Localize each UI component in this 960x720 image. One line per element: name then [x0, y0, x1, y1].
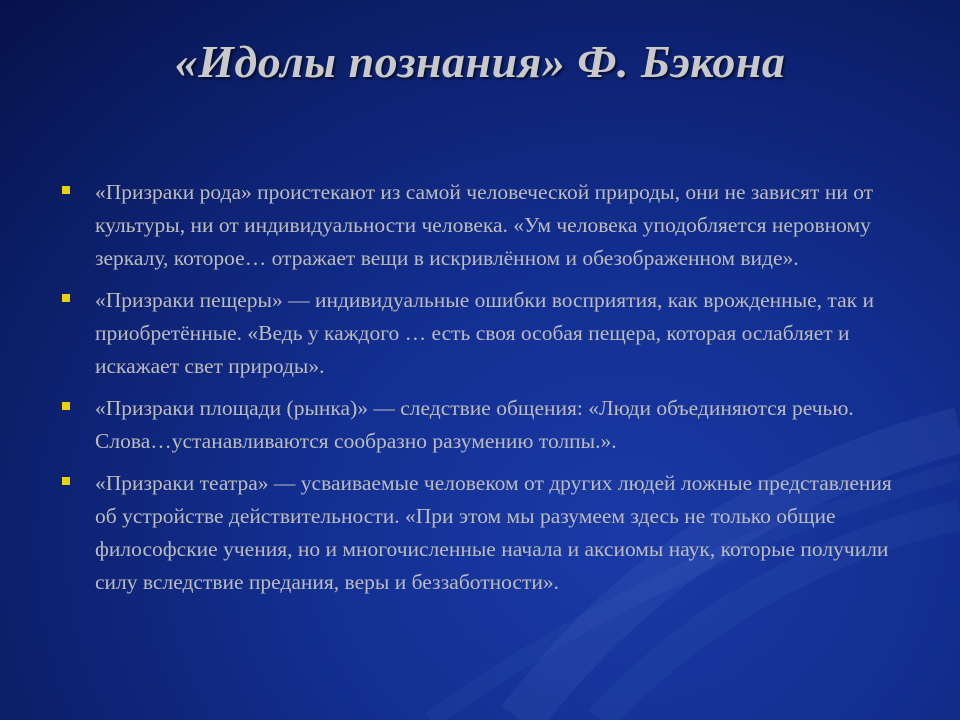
bullet-text: «Призраки пещеры» — индивидуальные ошибки восприятия, как врожденные, так и приобретённые. «Ведь у каждого … есть своя особая пещера, которая ослабляет и искажает свет природы». [95, 288, 874, 378]
square-bullet-icon [62, 186, 70, 194]
bullet-item-ploshchad [60, 392, 910, 458]
bullet-text: «Призраки театра» — усваиваемые человеком от других людей ложные представления об устройстве действительности. «При этом мы разумеем здесь не только общие философские учения, но и многочисленные начала и аксиомы наук, которые получили силу вследствие предания, веры и беззаботности». [95, 471, 892, 594]
bullet-list [60, 176, 910, 608]
square-bullet-icon [62, 402, 70, 410]
bullet-text: «Призраки рода» проистекают из самой человеческой природы, они не зависят ни от культуры, ни от индивидуальности человека. «Ум человека уподобляется неровному зеркалу, которое… отражает вещи в искривлённом и обезображенном виде». [95, 180, 874, 270]
square-bullet-icon [62, 477, 70, 485]
bullet-item-rod [60, 176, 910, 275]
slide-title: «Идолы познания» Ф. Бэкона [174, 36, 786, 87]
square-bullet-icon [62, 294, 70, 302]
bullet-item-teatr [60, 467, 910, 599]
bullet-item-peshchera [60, 284, 910, 383]
bullet-text: «Призраки площади (рынка)» — следствие общения: «Люди объединяются речью. Слова…устанавливаются сообразно разумению толпы.». [95, 396, 854, 453]
